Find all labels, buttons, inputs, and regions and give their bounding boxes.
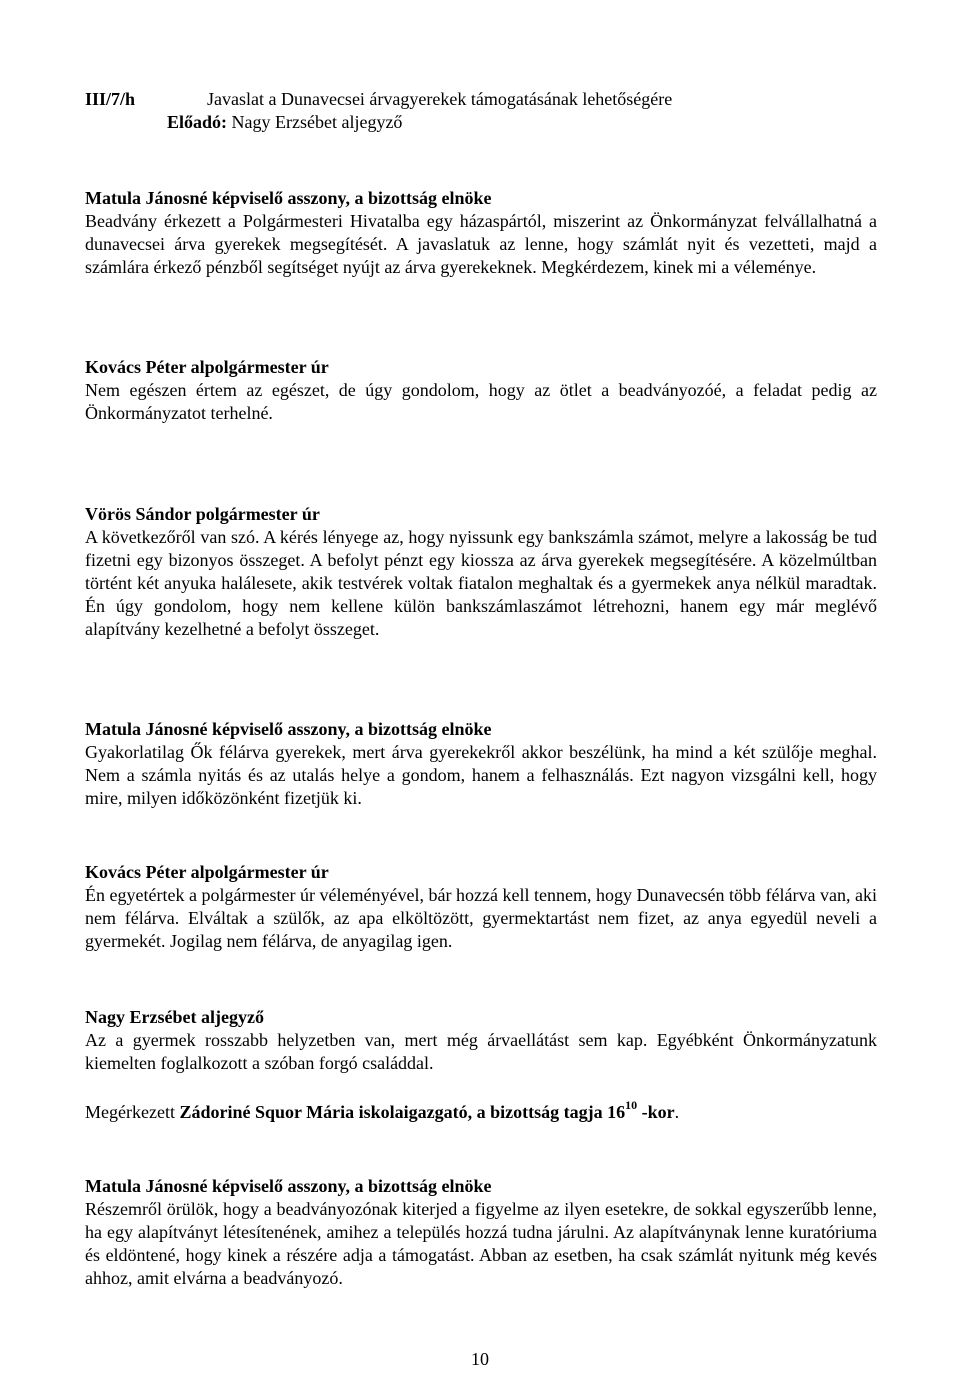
- speaker-name: Matula Jánosné képviselő asszony, a bizottság elnöke: [85, 188, 492, 208]
- speech-text: A következőről van szó. A kérés lényege az, hogy nyissunk egy bankszámla számot, melyre a lakosság be tud fizetni egy bizonyos összeget. A befolyt pénzt egy kiossza az árva gyerekek megsegítésére. A közelmúltban történt két anyuka halálesete, akik testvérek voltak fiatalon meghaltak és a gyermekek anya nélkül maradtak. Én úgy gondolom, hogy nem kellene külön bankszámlaszámot létrehozni, hanem egy már meglévő alapítvány kezelhetné a befolyt összeget.: [85, 527, 877, 639]
- speech-entry: [85, 503, 877, 641]
- speaker-name: Matula Jánosné képviselő asszony, a bizottság elnöke: [85, 1176, 492, 1196]
- speech-text: Részemről örülök, hogy a beadványozónak kiterjed a figyelme az ilyen esetekre, de sokkal egyszerűbb lenne, ha egy alapítványt létesítenének, amihez a település hozzá tudna járulni. Az alapítványnak lenne kuratóriuma és eldöntené, hogy kinek a részére adja a támogatást. Abban az esetben, ha csak számlát nyitunk még kevés ahhoz, amit elvárna a beadványozó.: [85, 1199, 877, 1288]
- notice-bold-text: Zádoriné Squor Mária iskolaigazgató, a bizottság tagja 16: [179, 1102, 626, 1122]
- notice-suffix: -kor: [637, 1102, 675, 1122]
- speaker-name: Nagy Erzsébet aljegyző: [85, 1007, 264, 1027]
- speaker-name: Kovács Péter alpolgármester úr: [85, 862, 329, 882]
- agenda-code: III/7/h: [85, 89, 136, 109]
- speech-entry: [85, 861, 877, 953]
- speaker-name: Matula Jánosné képviselő asszony, a bizottság elnöke: [85, 719, 492, 739]
- agenda-presenter: [167, 111, 402, 134]
- speech-entry: [85, 187, 877, 279]
- agenda-title: Javaslat a Dunavecsei árvagyerekek támogatásának lehetőségére: [207, 89, 673, 109]
- notice-end: .: [674, 1102, 680, 1122]
- speech-entry: [85, 356, 877, 425]
- speech-text: Beadvány érkezett a Polgármesteri Hivatalba egy házaspártól, miszerint az Önkormányzat felvállalhatná a dunavecsei árva gyerekek megsegítését. A javaslatuk az lenne, hogy számlát nyit és vezetteti, majd a számlára érkező pénzből segítséget nyújt az árva gyerekeknek. Megkérdezem, kinek mi a véleménye.: [85, 211, 877, 277]
- speaker-name: Kovács Péter alpolgármester úr: [85, 357, 329, 377]
- speech-entry: [85, 1175, 877, 1290]
- presenter-name: Nagy Erzsébet aljegyző: [227, 112, 403, 132]
- speech-entry: [85, 718, 877, 810]
- arrival-notice: [85, 1098, 877, 1124]
- speech-text: Én egyetértek a polgármester úr véleményével, bár hozzá kell tennem, hogy Dunavecsén több félárva van, aki nem félárva. Elváltak a szülők, az apa elköltözött, gyermektartást nem fizet, az anya egyedül neveli a gyermekét. Jogilag nem félárva, de anyagilag igen.: [85, 885, 877, 951]
- speaker-name: Vörös Sándor polgármester úr: [85, 504, 320, 524]
- page-number: 10: [471, 1349, 489, 1369]
- notice-superscript: 10: [625, 1098, 638, 1112]
- speech-text: Gyakorlatilag Ők félárva gyerekek, mert árva gyerekekről akkor beszélünk, ha mind a két szülője meghal. Nem a számla nyitás és az utalás helye a gondom, hanem a felhasználás. Ezt nagyon vizsgálni kell, hogy mire, milyen időközönként fizetjük ki.: [85, 742, 877, 808]
- notice-prefix: Megérkezett: [85, 1102, 180, 1122]
- speech-entry: [85, 1006, 877, 1075]
- speech-text: Nem egészen értem az egészet, de úgy gondolom, hogy az ötlet a beadványozóé, a feladat pedig az Önkormányzatot terhelné.: [85, 380, 877, 423]
- presenter-label: Előadó:: [167, 112, 228, 132]
- speech-text: Az a gyermek rosszabb helyzetben van, mert még árvaellátást sem kap. Egyébként Önkormányzatunk kiemelten foglalkozott a szóban forgó családdal.: [85, 1030, 877, 1073]
